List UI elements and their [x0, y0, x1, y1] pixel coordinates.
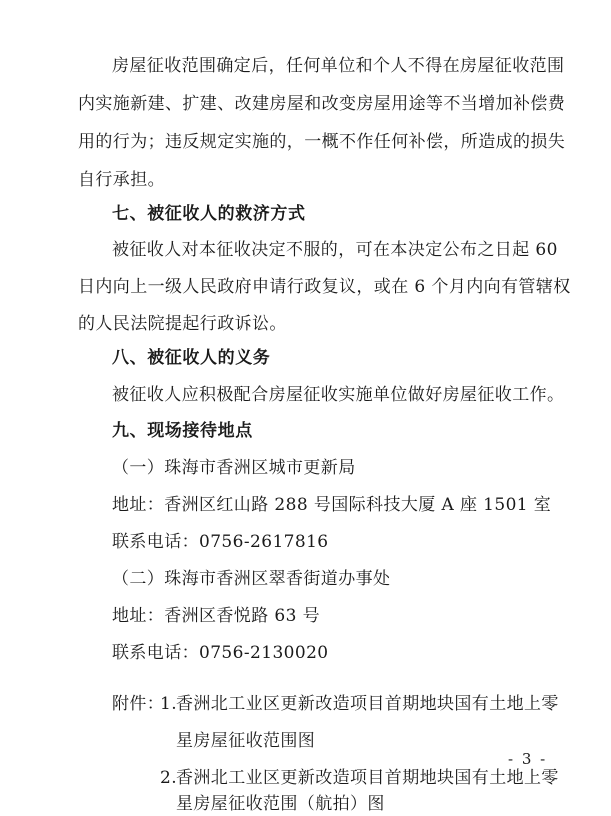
attachment-title-cont: 星房屋征收范围（航拍）图 [176, 794, 385, 814]
office-phone: 联系电话：0756-2617816 [112, 532, 329, 552]
paragraph-line: 的人民法院提起行政诉讼。 [78, 314, 287, 334]
office-address: 地址：香洲区香悦路 63 号 [112, 606, 321, 626]
paragraph-line: 被征收人应积极配合房屋征收实施单位做好房屋征收工作。 [112, 385, 565, 405]
paragraph-line: 自行承担。 [78, 170, 165, 190]
paragraph-line: 被征收人对本征收决定不服的，可在本决定公布之日起 60 [112, 240, 558, 260]
paragraph-line: 用的行为；违反规定实施的，一概不作任何补偿，所造成的损失 [78, 132, 566, 152]
page-number: - 3 - [508, 750, 548, 768]
attachments-label: 附件： [112, 694, 165, 714]
attachment-number: 1. [160, 694, 178, 714]
office-phone: 联系电话：0756-2130020 [112, 643, 329, 663]
office-name: （一）珠海市香洲区城市更新局 [112, 458, 356, 478]
paragraph-line: 内实施新建、扩建、改建房屋和改变房屋用途等不当增加补偿费 [78, 94, 566, 114]
paragraph-line: 日内向上一级人民政府申请行政复议，或在 6 个月内向有管辖权 [78, 277, 571, 297]
attachment-title-cont: 星房屋征收范围图 [176, 731, 316, 751]
section-heading: 九、现场接待地点 [112, 421, 253, 441]
office-address: 地址：香洲区红山路 288 号国际科技大厦 A 座 1501 室 [112, 495, 552, 515]
attachment-title: 香洲北工业区更新改造项目首期地块国有土地上零 [176, 768, 559, 788]
office-name: （二）珠海市香洲区翠香街道办事处 [112, 569, 391, 589]
section-heading: 七、被征收人的救济方式 [112, 204, 306, 224]
section-heading: 八、被征收人的义务 [112, 348, 271, 368]
attachment-title: 香洲北工业区更新改造项目首期地块国有土地上零 [176, 694, 559, 714]
paragraph-line: 房屋征收范围确定后，任何单位和个人不得在房屋征收范围 [112, 56, 565, 76]
attachment-number: 2. [160, 768, 178, 788]
